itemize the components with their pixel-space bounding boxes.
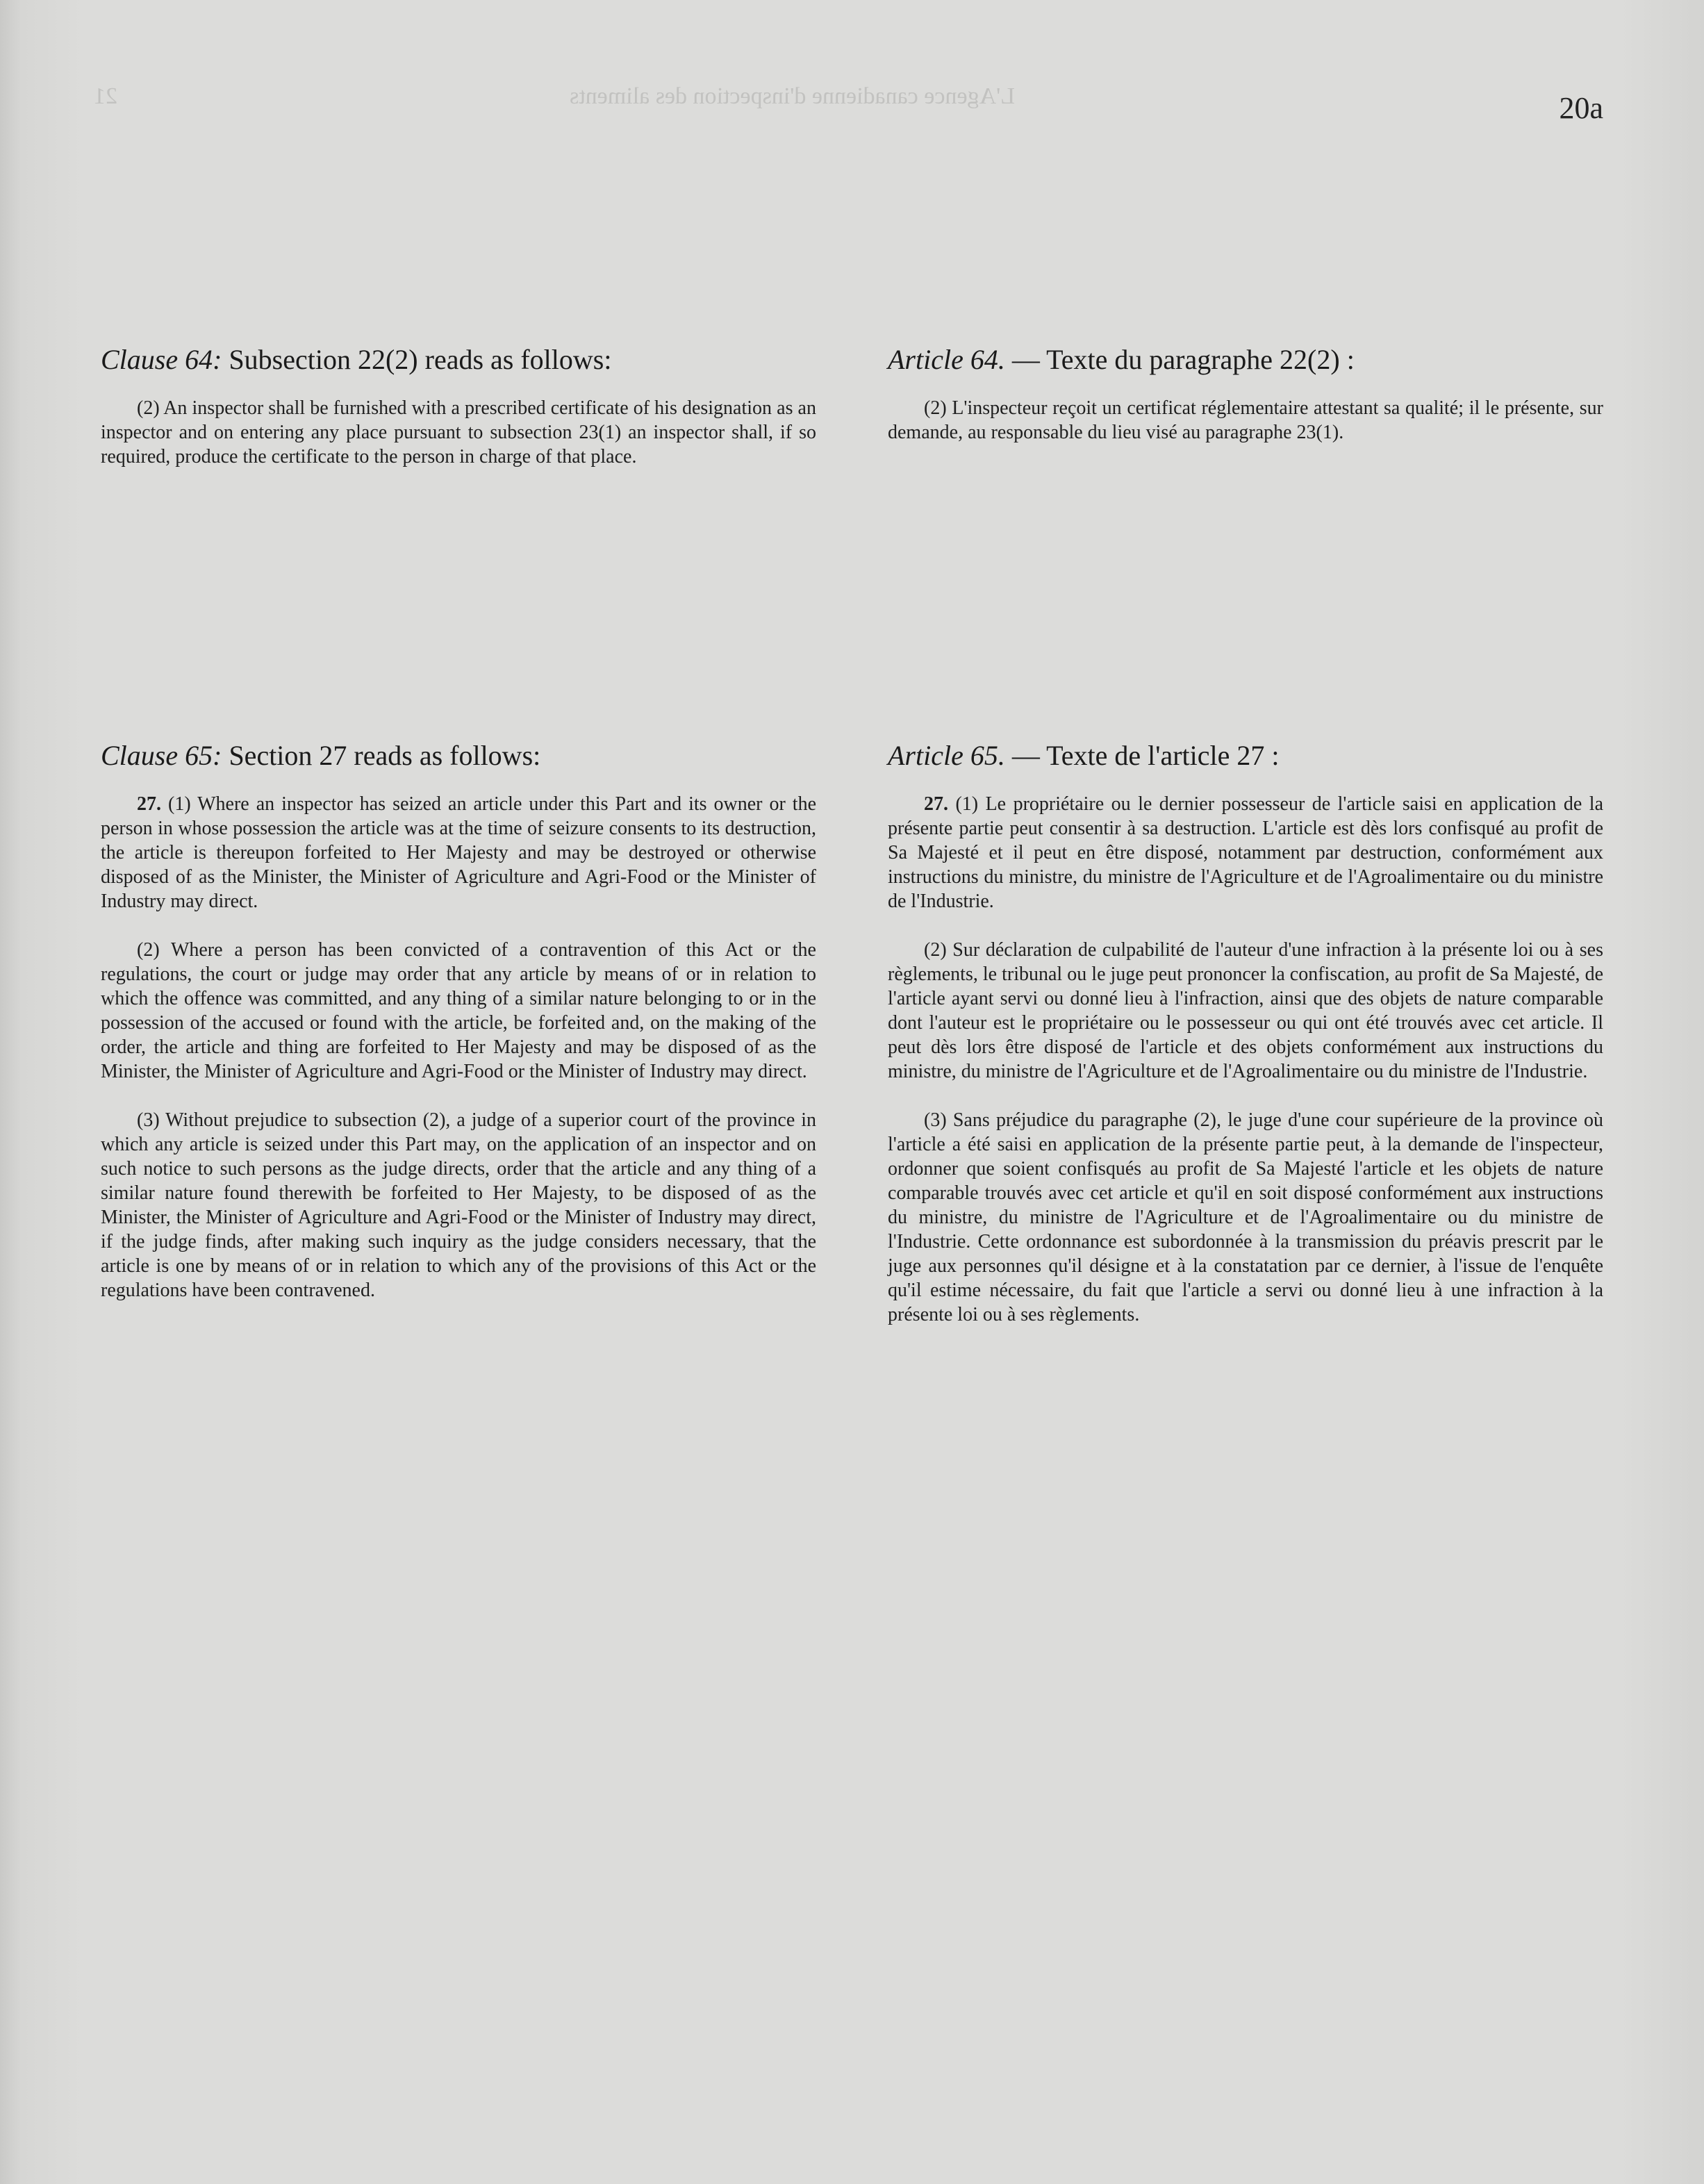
- article-65-paragraph-1: [888, 792, 1603, 913]
- article-65-heading: [888, 738, 1603, 774]
- page-number: 20a: [1559, 91, 1603, 125]
- clause-64-section: [101, 342, 816, 469]
- article-64-label: Article 64.: [888, 344, 1005, 375]
- clause-65-paragraph-1: [101, 792, 816, 913]
- ghost-header: L'Agence canadienne d'inspection des aliments: [570, 83, 1016, 109]
- article-64-section: [888, 342, 1603, 445]
- article-65-paragraph-1-text: (1) Le propriétaire ou le dernier possesseur de l'article saisi en application de la présente partie peut consentir à sa destruction. L'article est dès lors confisqué au profit de Sa Majesté et il peut en être disposé, notamment par destruction, conformément aux instructions du ministre, du ministre de l'Agriculture et de l'Agroalimentaire ou du ministre de l'Industrie.: [888, 793, 1603, 912]
- section-number: 27.: [137, 793, 161, 815]
- article-64-title: — Texte du paragraphe 22(2) :: [1004, 344, 1355, 375]
- clause-65-paragraph-2: (2) Where a person has been convicted of a contravention of this Act or the regulations, the court or judge may order that any article by means of or in relation to which the offence was committed, and any thing of a similar nature belonging to or in the possession of the accused or found with the article, be forfeited and, on the making of the order, the article and thing are forfeited to Her Majesty and may be disposed of as the Minister, the Minister of Agriculture and Agri-Food or the Minister of Industry may direct.: [101, 939, 816, 1082]
- clause-64-heading: [101, 342, 816, 378]
- clause-65-heading: [101, 738, 816, 774]
- article-65-paragraph-2: (2) Sur déclaration de culpabilité de l'auteur d'une infraction à la présente loi ou à ses règlements, le tribunal ou le juge peut prononcer la confiscation, au profit de Sa Majesté, de l'article ayant servi ou donné lieu à l'infraction, ainsi que des objets de nature comparable dont l'auteur est le propriétaire ou le possesseur ou qui ont été trouvés avec cet article. Il peut dès lors être disposé de l'article et des objets conformément aux instructions du ministre, du ministre de l'Agriculture et de l'Agroalimentaire ou du ministre de l'Industrie.: [888, 939, 1603, 1082]
- clause-64-title: Subsection 22(2) reads as follows:: [222, 344, 612, 375]
- clause-64-label: Clause 64:: [101, 344, 222, 375]
- clause-65-label: Clause 65:: [101, 740, 222, 771]
- article-number: 27.: [924, 793, 948, 815]
- clause-65-section: [101, 738, 816, 1302]
- ghost-page-number: 21: [94, 83, 117, 109]
- clause-65-paragraph-1-text: (1) Where an inspector has seized an article under this Part and its owner or the person in whose possession the article was at the time of seizure consents to its destruction, the article is thereupon forfeited to Her Majesty and may be destroyed or otherwise disposed of as the Minister, the Minister of Agriculture and Agri-Food or the Minister of Industry may direct.: [101, 793, 816, 912]
- clause-65-paragraph-3: (3) Without prejudice to subsection (2), a judge of a superior court of the province in which any article is seized under this Part may, on the application of an inspector and on such notice to such persons as the judge directs, order that the article and any thing of a similar nature found therewith be forfeited to Her Majesty, to be disposed of as the Minister, the Minister of Agriculture and Agri-Food or the Minister of Industry may direct, if the judge finds, after making such inquiry as the judge considers necessary, that the article is one by means of or in relation to which any of the provisions of this Act or the regulations have been contravened.: [101, 1109, 816, 1301]
- article-65-paragraph-3: (3) Sans préjudice du paragraphe (2), le juge d'une cour supérieure de la province où l'article a été saisi en application de la présente partie peut, à la demande de l'inspecteur, ordonner que soient confisqués au profit de Sa Majesté l'article et les objets de nature comparable trouvés avec cet article et qu'il en soit disposé conformément aux instructions du ministre, du ministre de l'Agriculture et de l'Agroalimentaire ou du ministre de l'Industrie. Cette ordonnance est subordonnée à la transmission du préavis prescrit par le juge aux personnes qu'il désigne et à la constatation par ce dernier, à l'issue de l'enquête qu'il estime nécessaire, du fait que l'article a servi ou donné lieu à une infraction à la présente loi ou à ses règlements.: [888, 1109, 1603, 1325]
- clause-65-title: Section 27 reads as follows:: [222, 740, 541, 771]
- article-65-title: — Texte de l'article 27 :: [1004, 740, 1280, 771]
- article-65-label: Article 65.: [888, 740, 1005, 771]
- article-65-section: [888, 738, 1603, 1327]
- article-64-heading: [888, 342, 1603, 378]
- article-64-paragraph: (2) L'inspecteur reçoit un certificat réglementaire attestant sa qualité; il le présente, sur demande, au responsable du lieu visé au paragraphe 23(1).: [888, 397, 1603, 443]
- clause-64-paragraph: (2) An inspector shall be furnished with a prescribed certificate of his designation as an inspector and on entering any place pursuant to subsection 23(1) an inspector shall, if so required, produce the certificate to the person in charge of that place.: [101, 397, 816, 468]
